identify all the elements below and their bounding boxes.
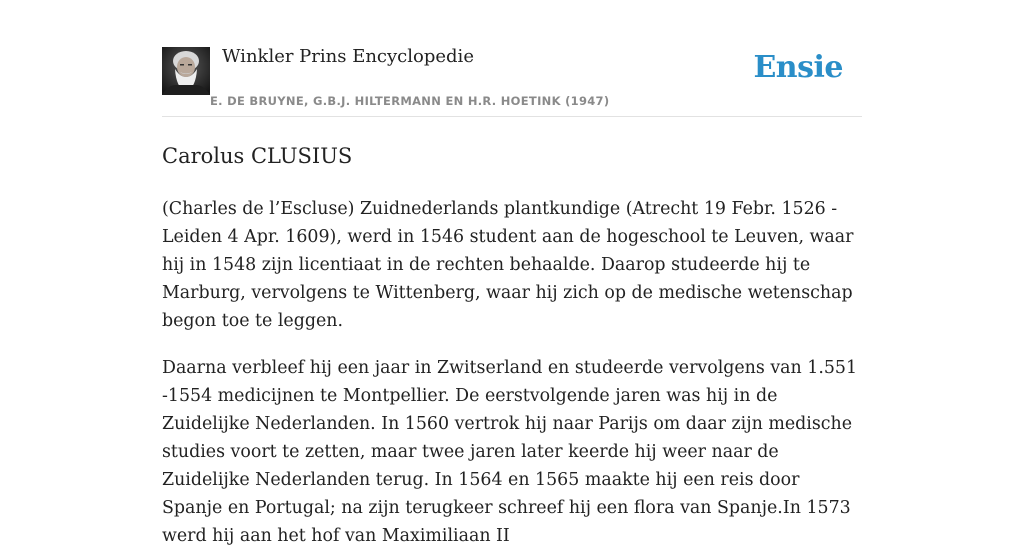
page-container <box>162 0 862 550</box>
source-title[interactable]: Winkler Prins Encyclopedie <box>222 46 474 67</box>
source-header <box>162 0 862 117</box>
bearded-man-portrait-icon <box>162 47 210 95</box>
article-paragraph: (Charles de l’Escluse) Zuidnederlands plantkundige (Atrecht 19 Febr. 1526 - Leiden 4 Apr. 1609), werd in 1546 student aan de hogeschool te Leuven, waar hij in 1548 zijn licentiaat in de rechten behaalde. Daarop studeerde hij te Marburg, vervolgens te Wittenberg, waar hij zich op de medische wetenschap begon toe te leggen. <box>162 199 854 331</box>
article-title: Carolus CLUSIUS <box>162 144 353 168</box>
article-paragraph: Daarna verbleef hij een jaar in Zwitserland en studeerde vervolgens van 1.551 -1554 medicijnen te Montpellier. De eerstvolgende jaren was hij in de Zuidelijke Nederlanden. In 1560 vertrok hij naar Parijs om daar zijn medische studies voort te zetten, maar twee jaren later keerde hij weer naar de Zuidelijke Nederlanden terug. In 1564 en 1565 maakte hij een reis door Spanje en Portugal; na zijn terugkeer schreef hij een flora van Spanje.In 1573 werd hij aan het hof van Maximiliaan II <box>162 358 858 546</box>
ensie-logo[interactable]: Ensie <box>753 50 843 85</box>
avatar[interactable] <box>162 47 210 95</box>
source-authors: E. DE BRUYNE, G.B.J. HILTERMANN EN H.R. HOETINK (1947) <box>210 94 610 108</box>
